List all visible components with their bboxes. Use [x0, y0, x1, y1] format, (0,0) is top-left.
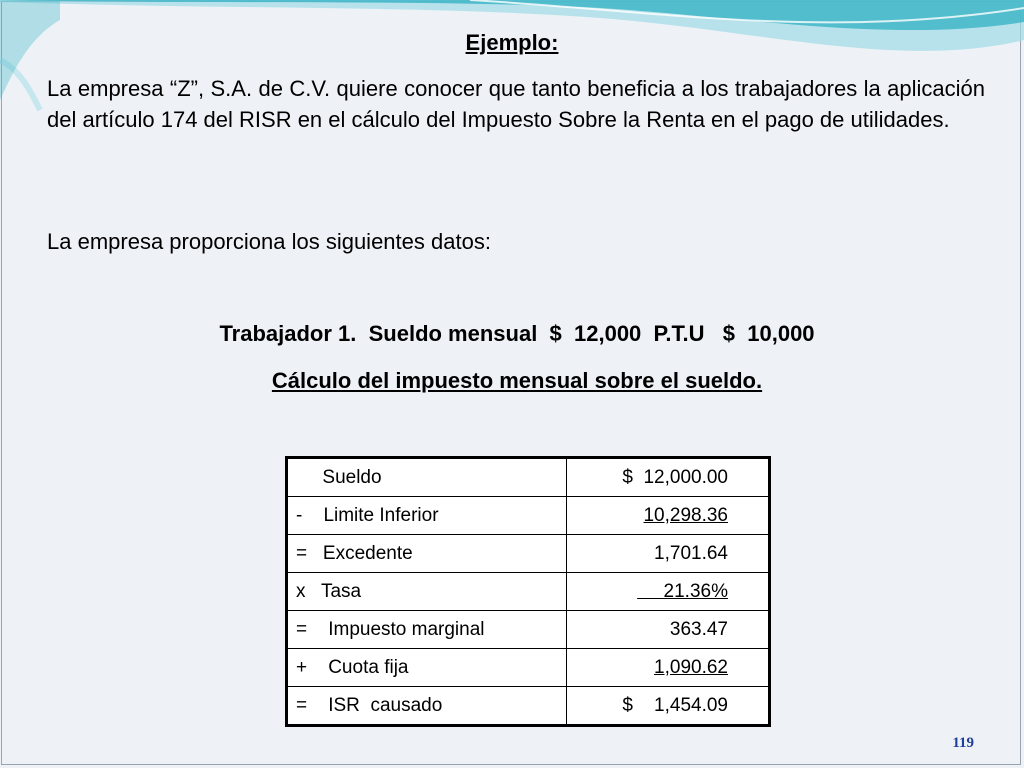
example-heading: Ejemplo:: [465, 30, 559, 55]
row-label-cuota-fija: + Cuota fija: [287, 649, 567, 687]
table-row: [287, 573, 770, 611]
row-value-cuota-fija: 1,090.62: [567, 649, 770, 687]
table-row: [287, 458, 770, 497]
row-value-sueldo: $ 12,000.00: [567, 458, 770, 497]
row-value-tasa: 21.36%: [567, 573, 770, 611]
row-value-impuesto-marginal: 363.47: [567, 611, 770, 649]
table-row: [287, 497, 770, 535]
calculation-title: Cálculo del impuesto mensual sobre el sueldo.: [271, 368, 763, 393]
data-intro-text: La empresa proporciona los siguientes datos:: [47, 229, 491, 254]
row-label-excedente: = Excedente: [287, 535, 567, 573]
table-row: [287, 649, 770, 687]
row-label-impuesto-marginal: = Impuesto marginal: [287, 611, 567, 649]
intro-paragraph: La empresa “Z”, S.A. de C.V. quiere conocer que tanto beneficia a los trabajadores la aplicación del artículo 174 del RISR en el cálculo del Impuesto Sobre la Renta en el pago de utilidades.: [47, 76, 985, 132]
page-number: 119: [952, 735, 974, 751]
table-row: [287, 611, 770, 649]
row-value-excedente: 1,701.64: [567, 535, 770, 573]
table-row: [287, 535, 770, 573]
worker-salary-line: Trabajador 1. Sueldo mensual $ 12,000 P.T.U $ 10,000: [219, 321, 815, 346]
row-value-limite-inferior: 10,298.36: [567, 497, 770, 535]
row-label-limite-inferior: - Limite Inferior: [287, 497, 567, 535]
row-label-isr-causado: = ISR causado: [287, 687, 567, 726]
tax-calculation-table: [285, 456, 771, 727]
row-label-tasa: x Tasa: [287, 573, 567, 611]
row-value-isr-causado: $ 1,454.09: [567, 687, 770, 726]
row-label-sueldo: Sueldo: [287, 458, 567, 497]
table-row: [287, 687, 770, 726]
